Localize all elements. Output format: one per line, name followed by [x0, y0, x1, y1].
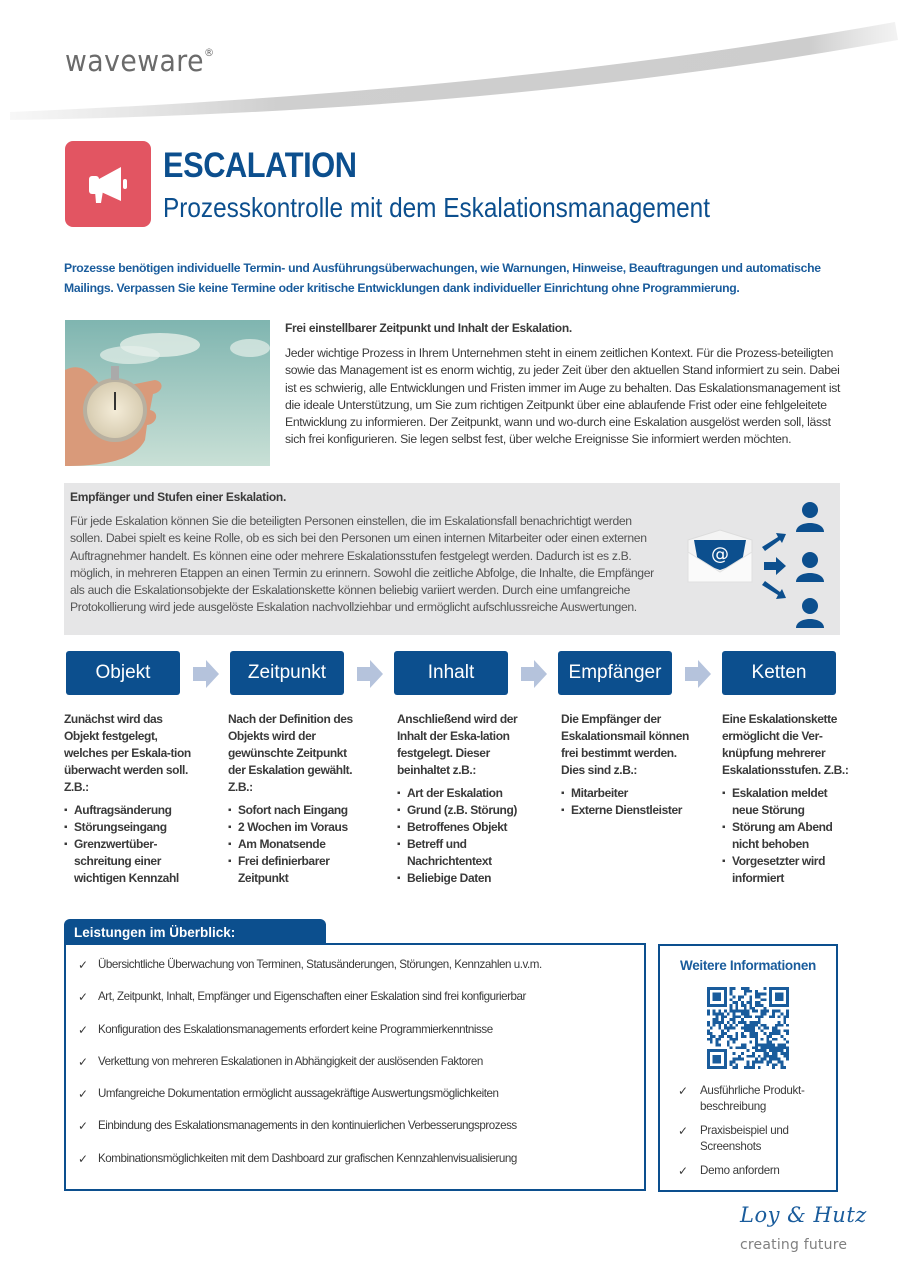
list-item: ▪ Auftragsänderung: [64, 802, 194, 819]
feature-text: Einbindung des Eskalationsmanagements in den kontinuierlichen Verbesserungsprozess: [98, 1119, 517, 1133]
feature-text: Umfangreiche Dokumentation ermöglicht aussagekräftige Auswertungsmöglichkeiten: [98, 1087, 499, 1101]
step-text: Die Empfänger der Eskalationsmail können frei bestimmt werden. Dies sind z.B.:: [561, 712, 689, 777]
more-info-item[interactable]: [678, 1083, 828, 1115]
list-item: ▪ Mitarbeiter: [561, 785, 691, 802]
brand-name: waveware: [65, 44, 205, 78]
feature-item: [78, 1023, 638, 1055]
list-item: ▪ Störungseingang: [64, 819, 194, 836]
registered-mark: ®: [204, 46, 215, 59]
intro-text: Prozesse benötigen individuelle Termin- und Ausführungsüberwachungen, wie Warnungen, Hinweise, Beauftragungen und automatische Mailings. Verpassen Sie keine Termine oder kritische Entwicklungen dank individueller Einrichtung ohne Programmierung.: [64, 261, 821, 295]
more-info-title: Weitere Informationen: [680, 958, 816, 973]
email-distribution-graphic: [680, 490, 840, 635]
svg-text:@: @: [711, 544, 729, 565]
check-icon: ✓: [78, 958, 88, 972]
check-icon: ✓: [78, 1087, 88, 1102]
check-icon: ✓: [78, 1022, 88, 1037]
feature-item: [78, 958, 638, 990]
check-icon: ✓: [78, 990, 88, 1005]
feature-text: Übersichtliche Überwachung von Terminen, Statusänderungen, Störungen, Kennzahlen u.v.m.: [98, 958, 542, 971]
list-item: ▪ Beliebige Daten: [397, 870, 527, 887]
features-title: Leistungen im Überblick:: [64, 919, 326, 945]
check-icon: ✓: [678, 1124, 688, 1138]
check-icon: ✓: [678, 1164, 688, 1178]
list-item: ▪ Eskalation meldet neue Störung: [722, 785, 852, 819]
list-item: ▪ Frei definierbarer Zeitpunkt: [228, 853, 358, 887]
step-objekt: Objekt: [66, 651, 180, 695]
step-zeitpunkt: Zeitpunkt: [230, 651, 344, 695]
list-item: ▪ Störung am Abend nicht behoben: [722, 819, 852, 853]
feature-item: [78, 1055, 638, 1087]
company-signature: Loy & Hutz: [740, 1203, 867, 1227]
list-item: ▪ Vorgesetzter wird informiert: [722, 853, 852, 887]
step-text: Eine Eskalationskette ermöglicht die Ver-knüpfung mehrerer Eskalationsstufen. Z.B.:: [722, 712, 849, 777]
more-info-text: Demo anfordern: [700, 1164, 780, 1177]
features-list: [78, 958, 638, 1184]
arrow-right-icon: [521, 660, 547, 688]
page-title: ESCALATION: [163, 146, 357, 185]
more-info-item[interactable]: [678, 1163, 828, 1179]
step-description-empfaenger: [561, 711, 691, 819]
step-description-objekt: [64, 711, 194, 887]
step-empfaenger: Empfänger: [558, 651, 672, 695]
step-text: Zunächst wird das Objekt festgelegt, welches per Eskala-tion überwacht werden soll. Z.B.:: [64, 712, 191, 794]
list-item: ▪ Art der Eskalation: [397, 785, 527, 802]
list-item: ▪ Sofort nach Eingang: [228, 802, 358, 819]
section2-heading: Empfänger und Stufen einer Eskalation.: [70, 490, 286, 504]
section2-body: Für jede Eskalation können Sie die beteiligten Personen einstellen, die im Eskalationsfall benachrichtigt werden sollen. Dabei spielt es keine Rolle, ob es sich bei den Personen um einen internen Mitarbeiter oder einen externen Auftragnehmer handelt. Es können eine oder mehrere Eskalationsstufen festgelegt werden. Dadurch ist es z.B. möglich, in mehreren Etappen an einen Termin zu erinnern. Sowohl die zeitliche Abfolge, die Inhalte, die Empfänger als auch die Eskalationsobjekte der Eskalationskette können beliebig variiert werden. Durch eine umfangreiche Protokollierung wird jede ausgelöste Eskalation nachvollziehbar und ermöglicht aufschlussreiche Auswertungen.: [70, 514, 654, 615]
feature-text: Verkettung von mehreren Eskalationen in Abhängigkeit der auslösenden Faktoren: [98, 1054, 483, 1068]
check-icon: ✓: [78, 1151, 88, 1166]
more-info-text: Ausführliche Produkt-beschreibung: [700, 1084, 805, 1113]
page-subtitle: Prozesskontrolle mit dem Eskalationsmanagement: [163, 192, 710, 223]
qr-code[interactable]: [707, 987, 789, 1069]
arrow-right-icon: [357, 660, 383, 688]
feature-item: [78, 1119, 638, 1151]
more-info-text: Praxisbeispiel und Screenshots: [700, 1124, 789, 1153]
brand-logo: [65, 44, 215, 78]
feature-item: [78, 1087, 638, 1119]
company-tagline: creating future: [740, 1237, 848, 1253]
arrow-right-icon: [193, 660, 219, 688]
step-inhalt: Inhalt: [394, 651, 508, 695]
check-icon: ✓: [78, 1119, 88, 1134]
step-ketten: Ketten: [722, 651, 836, 695]
feature-text: Art, Zeitpunkt, Inhalt, Empfänger und Eigenschaften einer Eskalation sind frei konfigurierbar: [98, 990, 526, 1004]
list-item: ▪ Am Monatsende: [228, 836, 358, 853]
feature-item: [78, 1152, 638, 1184]
envelope-icon: [688, 530, 752, 582]
step-description-zeitpunkt: [228, 711, 358, 887]
step-text: Nach der Definition des Objekts wird der gewünschte Zeitpunkt der Eskalation gewählt. Z.B.:: [228, 712, 353, 794]
list-item: ▪ Grund (z.B. Störung): [397, 802, 527, 819]
megaphone-icon: [65, 141, 151, 227]
step-text: Anschließend wird der Inhalt der Eska-lation festgelegt. Dieser beinhaltet z.B.:: [397, 712, 518, 777]
list-item: ▪ Externe Dienstleister: [561, 802, 691, 819]
section1-body: Jeder wichtige Prozess in Ihrem Unternehmen steht in einem zeitlichen Kontext. Für die Prozess-beteiligten sowie das Management ist es enorm wichtig, zu jeder Zeit über den aktuellen Stand informiert zu sein. Dabei ist es schwierig, alle Entwicklungen und Fristen immer im Auge zu behalten. Das Eskalationsmanagement ist die ideale Unterstützung, um Sie zum richtigen Zeitpunkt über eine ablaufende Frist oder eine fehlgeleitete Entwicklung zu informieren. Der Zeitpunkt, wann und wo-durch eine Eskalation ausgelöst werden soll, lässt sich frei konfigurieren. Sie legen selbst fest, über welche Ereignisse Sie informiert werden möchten.: [285, 346, 841, 447]
section1-heading: Frei einstellbarer Zeitpunkt und Inhalt der Eskalation.: [285, 321, 572, 335]
list-item: ▪ 2 Wochen im Voraus: [228, 819, 358, 836]
list-item: ▪ Betroffenes Objekt: [397, 819, 527, 836]
arrow-icons: [762, 533, 786, 599]
feature-item: [78, 990, 638, 1022]
check-icon: ✓: [678, 1084, 688, 1098]
feature-text: Konfiguration des Eskalationsmanagements erfordert keine Programmierkenntnisse: [98, 1022, 493, 1036]
more-info-item[interactable]: [678, 1123, 828, 1155]
step-description-ketten: [722, 711, 852, 887]
list-item: ▪ Grenzwertüber-schreitung einer wichtigen Kennzahl: [64, 836, 194, 887]
check-icon: ✓: [78, 1054, 88, 1069]
more-info-list: [678, 1083, 828, 1187]
arrow-right-icon: [685, 660, 711, 688]
list-item: ▪ Betreff und Nachrichtentext: [397, 836, 527, 870]
stopwatch-photo: [65, 320, 270, 466]
feature-text: Kombinationsmöglichkeiten mit dem Dashboard zur grafischen Kennzahlenvisualisierung: [98, 1151, 517, 1165]
step-description-inhalt: [397, 711, 527, 887]
person-icons: [796, 502, 824, 628]
